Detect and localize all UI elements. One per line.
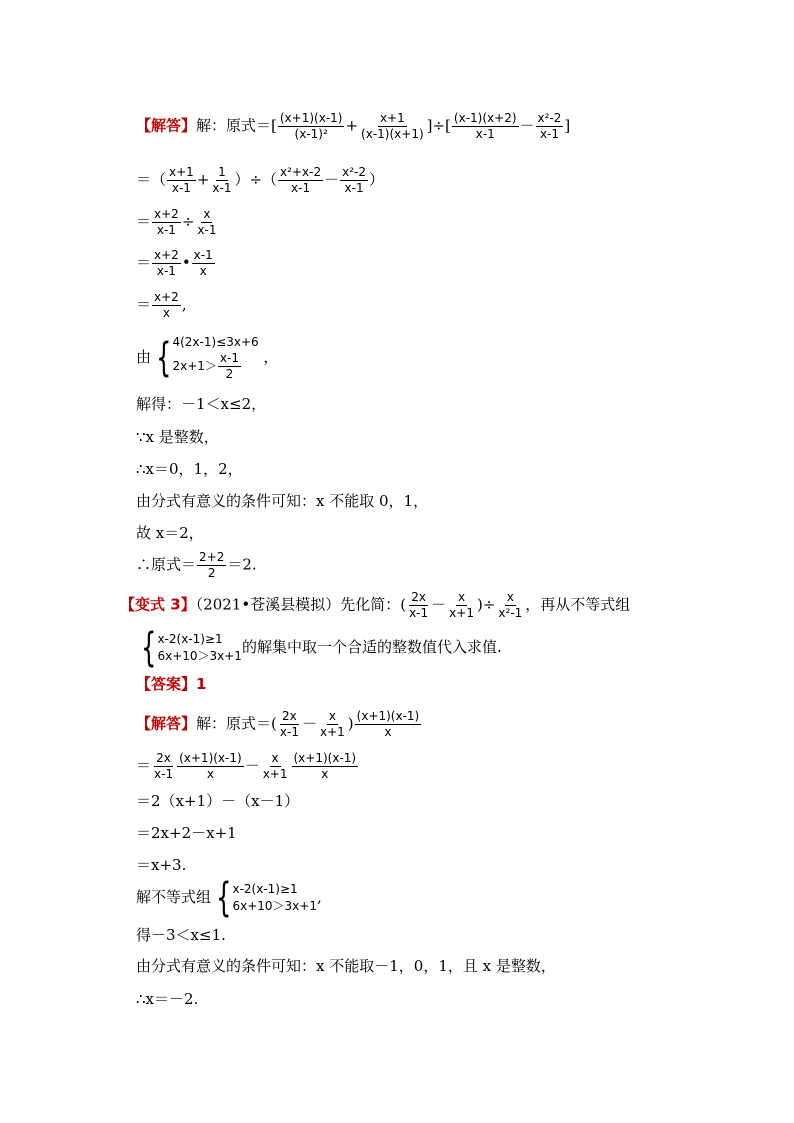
solution1-solve: 解得：－1＜x≤2， <box>136 395 267 413</box>
solution1-since: ∵x 是整数， <box>136 428 219 446</box>
solution1-line1: 【解答】解：原式＝[ $\frac{(x+1)(x-1)}{\text{(x-1)²}}$ + $\frac{x+1}{(x-1)(x+1)}$ ]÷[ $\frac{(x-1)(x+2)}{x-1}$ － $\frac{\text{x²-2}}{x-1}$ ] <box>136 111 571 141</box>
inequality-system: 4(2x-1)≤3x+6 2x+1＞ $\frac{x-1}{2}$ <box>172 335 259 381</box>
fraction: $\frac{x}{x+1}$ <box>262 751 288 781</box>
solution1-line2: ＝（ $\frac{x+1}{x-1}$ + $\frac{1}{x-1}$ ）÷（ $\frac{\text{x²+x-2}}{x-1}$ － $\frac{\text{x²-2}}{x-1}$ ） <box>136 165 385 195</box>
solution1-condition: 由分式有意义的条件可知：x 不能取 0，1， <box>136 492 429 510</box>
solution2-obtain: 得－3＜x≤1. <box>136 926 226 944</box>
fraction: $\frac{x+1}{x-1}$ <box>169 165 194 195</box>
inequality-system: x-2(x-1)≥1 6x+10＞3x+1 <box>157 632 242 663</box>
fraction: $\frac{x}{x-1}$ <box>197 207 217 237</box>
solution1-result: ∴原式＝ $\frac{2+2}{2}$ ＝2. <box>136 550 257 580</box>
solution1-system: 由 { 4(2x-1)≤3x+6 2x+1＞ $\frac{x-1}{2}$ ， <box>136 335 279 381</box>
brace: { <box>216 875 232 921</box>
fraction: $\frac{x+1}{(x-1)(x+1)}$ <box>361 111 424 141</box>
solution2-line3: ＝2（x+1）－（x－1） <box>136 792 300 810</box>
answer-label: 【解答】 <box>136 714 197 733</box>
fraction: $\frac{2x}{x-1}$ <box>279 709 299 739</box>
fraction: $\frac{x-1}{x}$ <box>193 248 213 278</box>
fraction: $\frac{(x-1)(x+2)}{x-1}$ <box>453 111 517 141</box>
fraction: $\frac{(x+1)(x-1)}{x}$ <box>179 751 242 781</box>
fraction: $\frac{2x}{x-1}$ <box>154 751 174 781</box>
answer-label: 【解答】 <box>136 116 197 135</box>
variant3-system: { x-2(x-1)≥1 6x+10＞3x+1 的解集中取一个合适的整数值代入求值. <box>141 625 502 671</box>
solution1-line4: ＝ $\frac{x+2}{x-1}$ • $\frac{x-1}{x}$ <box>136 248 213 278</box>
solution2-line1: 【解答】解：原式＝( $\frac{2x}{x-1}$ － $\frac{x}{x+1}$ ) $\frac{(x+1)(x-1)}{x}$ <box>136 709 420 739</box>
solution2-line5: ＝x+3. <box>136 856 187 874</box>
fraction: $\frac{\text{x²+x-2}}{x-1}$ <box>280 165 322 195</box>
brace: { <box>156 335 172 381</box>
fraction: $\frac{(x+1)(x-1)}{x}$ <box>356 709 420 739</box>
solution1-therefore: ∴x＝0，1，2， <box>136 460 243 478</box>
variant3-problem: 【变式 3】（2021•苍溪县模拟）先化简：( $\frac{2x}{x-1}$ － $\frac{x}{x+1}$ )÷ $\frac{x}{\text{x²-1}}$ ，再从不等式组 <box>120 590 631 620</box>
fraction: $\frac{x-1}{2}$ <box>219 351 239 381</box>
answer-bracket-label: 【答案】 <box>136 675 197 693</box>
answer-value: 1 <box>196 675 207 693</box>
solution1-line5: ＝ $\frac{x+2}{x}$ , <box>136 290 187 320</box>
variant-label: 【变式 3】 <box>120 595 196 614</box>
solution1-line3: ＝ $\frac{x+2}{x-1}$ ÷ $\frac{x}{x-1}$ <box>136 207 217 237</box>
inequality-system: x-2(x-1)≥1 6x+10＞3x+1 <box>232 882 317 913</box>
solution2-line2: ＝ $\frac{2x}{x-1}$ $\frac{(x+1)(x-1)}{x}$ － $\frac{x}{x+1}$ $\frac{(x+1)(x-1)}{x}$ <box>136 751 357 781</box>
solution2-line4: ＝2x+2－x+1 <box>136 824 237 842</box>
fraction: $\frac{2x}{x-1}$ <box>409 590 429 620</box>
fraction: $\frac{x}{x+1}$ <box>319 709 345 739</box>
solution2-condition: 由分式有意义的条件可知：x 不能取－1，0，1，且 x 是整数， <box>136 957 556 975</box>
solution2-final: ∴x＝－2. <box>136 990 199 1008</box>
fraction: $\frac{\text{x²-2}}{x-1}$ <box>342 165 366 195</box>
fraction: $\frac{(x+1)(x-1)}{\text{(x-1)²}}$ <box>279 111 343 141</box>
fraction: $\frac{x+2}{x}$ <box>154 290 179 320</box>
brace: { <box>141 625 157 671</box>
fraction: $\frac{x}{\text{x²-1}}$ <box>498 590 523 620</box>
fraction: $\frac{2+2}{2}$ <box>199 550 225 580</box>
fraction: $\frac{(x+1)(x-1)}{x}$ <box>293 751 357 781</box>
answer-line <box>136 675 206 693</box>
solution2-system: 解不等式组 { x-2(x-1)≥1 6x+10＞3x+1 , <box>136 875 322 921</box>
fraction: $\frac{x+2}{x-1}$ <box>154 207 179 237</box>
fraction: $\frac{x}{x+1}$ <box>449 590 474 620</box>
solution1-hence: 故 x＝2， <box>136 524 204 542</box>
fraction: $\frac{\text{x²-2}}{x-1}$ <box>537 111 562 141</box>
fraction: $\frac{1}{x-1}$ <box>212 165 232 195</box>
fraction: $\frac{x+2}{x-1}$ <box>154 248 179 278</box>
